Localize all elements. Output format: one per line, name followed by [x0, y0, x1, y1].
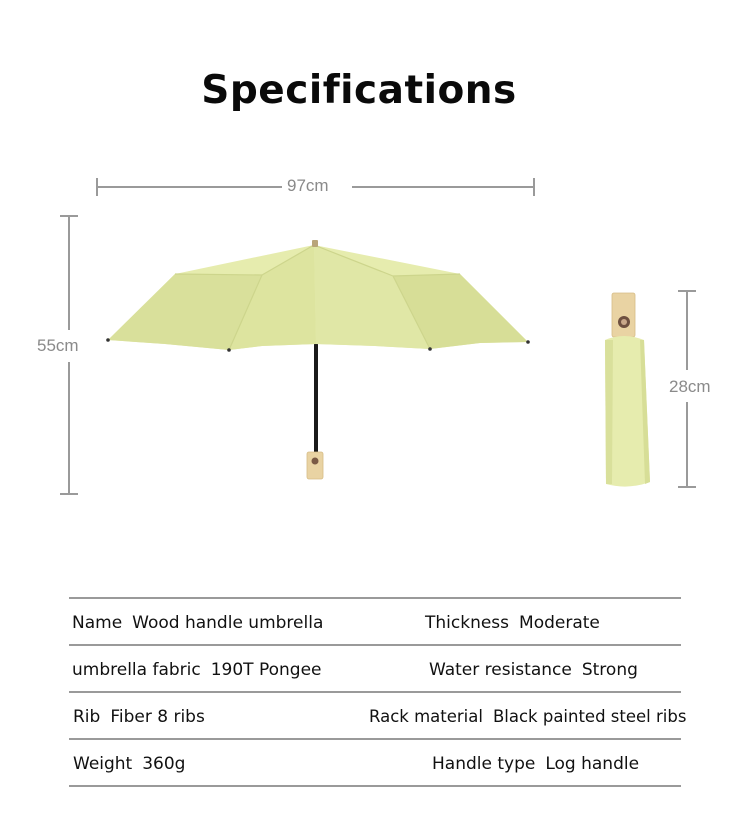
spec-label: Handle type	[432, 754, 536, 774]
height-label: 55cm	[37, 336, 79, 355]
spec-label: umbrella fabric	[72, 660, 201, 680]
spec-value: Wood handle umbrella	[132, 613, 324, 633]
spec-row	[69, 691, 687, 738]
spec-right	[425, 599, 600, 644]
spec-right	[429, 646, 638, 691]
spec-label: Thickness	[425, 613, 510, 633]
specs-table	[69, 597, 687, 787]
spec-row	[69, 597, 681, 644]
spec-label: Water resistance	[429, 660, 572, 680]
spec-value: 360g	[142, 754, 186, 774]
spec-value: Strong	[581, 660, 638, 680]
spec-left	[73, 693, 205, 738]
folded-length-label: 28cm	[669, 377, 711, 396]
page-title: Specifications	[201, 68, 517, 113]
spec-label: Rib	[73, 707, 101, 727]
spec-left	[72, 599, 323, 644]
spec-right	[432, 740, 639, 785]
spec-label: Weight	[73, 754, 133, 774]
spec-right	[369, 693, 686, 738]
spec-row	[69, 644, 681, 691]
open-umbrella	[106, 240, 530, 479]
spec-left	[73, 740, 185, 785]
width-label: 97cm	[287, 176, 329, 195]
spec-value: Moderate	[519, 613, 600, 633]
spec-value: 190T Pongee	[210, 660, 322, 680]
spec-value: Log handle	[545, 754, 640, 774]
folded-umbrella	[605, 293, 650, 487]
spec-row	[69, 738, 681, 787]
spec-value: Fiber 8 ribs	[110, 707, 205, 727]
spec-left	[72, 646, 322, 691]
spec-value: Black painted steel ribs	[492, 707, 687, 726]
spec-label: Name	[72, 613, 123, 633]
spec-label: Rack material	[369, 707, 483, 726]
